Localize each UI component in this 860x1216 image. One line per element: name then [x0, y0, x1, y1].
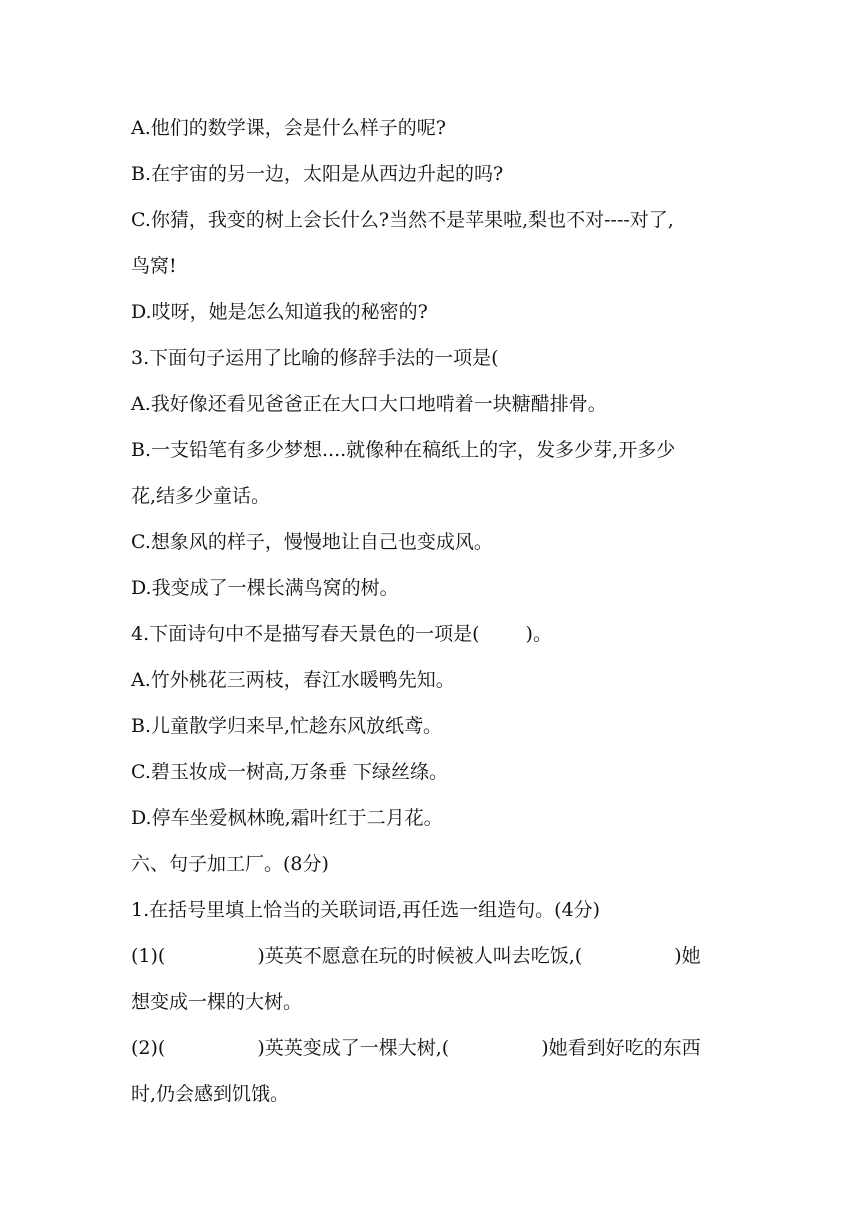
sentence-1 [131, 936, 741, 982]
sentence-1-middle: )英英不愿意在玩的时候被人叫去吃饭,( [257, 945, 583, 967]
sentence-2-open: (2)( [131, 1037, 166, 1059]
q3-option-a: A.我好像还看见爸爸正在大口大口地啃着一块糖醋排骨。 [131, 393, 607, 415]
sentence-2-end: )她看到好吃的东西 [541, 1037, 701, 1059]
section-6-heading: 六、句子加工厂。(8分) [131, 853, 329, 875]
question-3: 3.下面句子运用了比喻的修辞手法的一项是( [131, 347, 499, 369]
question-4 [131, 614, 741, 660]
option-c-continued: 鸟窝! [131, 255, 177, 277]
question-4-suffix: )。 [525, 623, 552, 645]
q4-option-b: B.儿童散学归来早,忙趁东风放纸鸢。 [131, 715, 443, 737]
q4-option-c: C.碧玉妆成一树高,万条垂 下绿丝绦。 [131, 761, 448, 783]
q4-option-a: A.竹外桃花三两枝，春江水暖鸭先知。 [131, 669, 455, 691]
q3-option-b-continued: 花,结多少童话。 [131, 485, 271, 507]
sentence-2-middle: )英英变成了一棵大树,( [257, 1037, 450, 1059]
option-c-tree-guess: C.你猜，我变的树上会长什么?当然不是苹果啦,梨也不对----对了, [131, 209, 674, 231]
q4-option-d: D.停车坐爱枫林晚,霜叶红于二月花。 [131, 807, 443, 829]
section-6-question-1: 1.在括号里填上恰当的关联词语,再任选一组造句。(4分) [131, 899, 601, 921]
sentence-1-continued: 想变成一棵的大树。 [131, 991, 303, 1013]
q3-option-c: C.想象风的样子，慢慢地让自己也变成风。 [131, 531, 493, 553]
option-d-secret: D.哎呀，她是怎么知道我的秘密的? [131, 301, 428, 323]
q3-option-b: B.一支铅笔有多少梦想....就像种在稿纸上的字，发多少芽,开多少 [131, 439, 676, 461]
option-b-sun-west: B.在宇宙的另一边，太阳是从西边升起的吗? [131, 163, 504, 185]
sentence-1-end: )她 [674, 945, 701, 967]
sentence-1-open: (1)( [131, 945, 166, 967]
q3-option-d: D.我变成了一棵长满鸟窝的树。 [131, 577, 399, 599]
sentence-2-continued: 时,仍会感到饥饿。 [131, 1083, 290, 1105]
option-a-math-class: A.他们的数学课，会是什么样子的呢? [131, 117, 446, 139]
worksheet-content [131, 108, 741, 1120]
question-4-prefix: 4.下面诗句中不是描写春天景色的一项是( [131, 623, 480, 645]
sentence-2 [131, 1028, 741, 1074]
